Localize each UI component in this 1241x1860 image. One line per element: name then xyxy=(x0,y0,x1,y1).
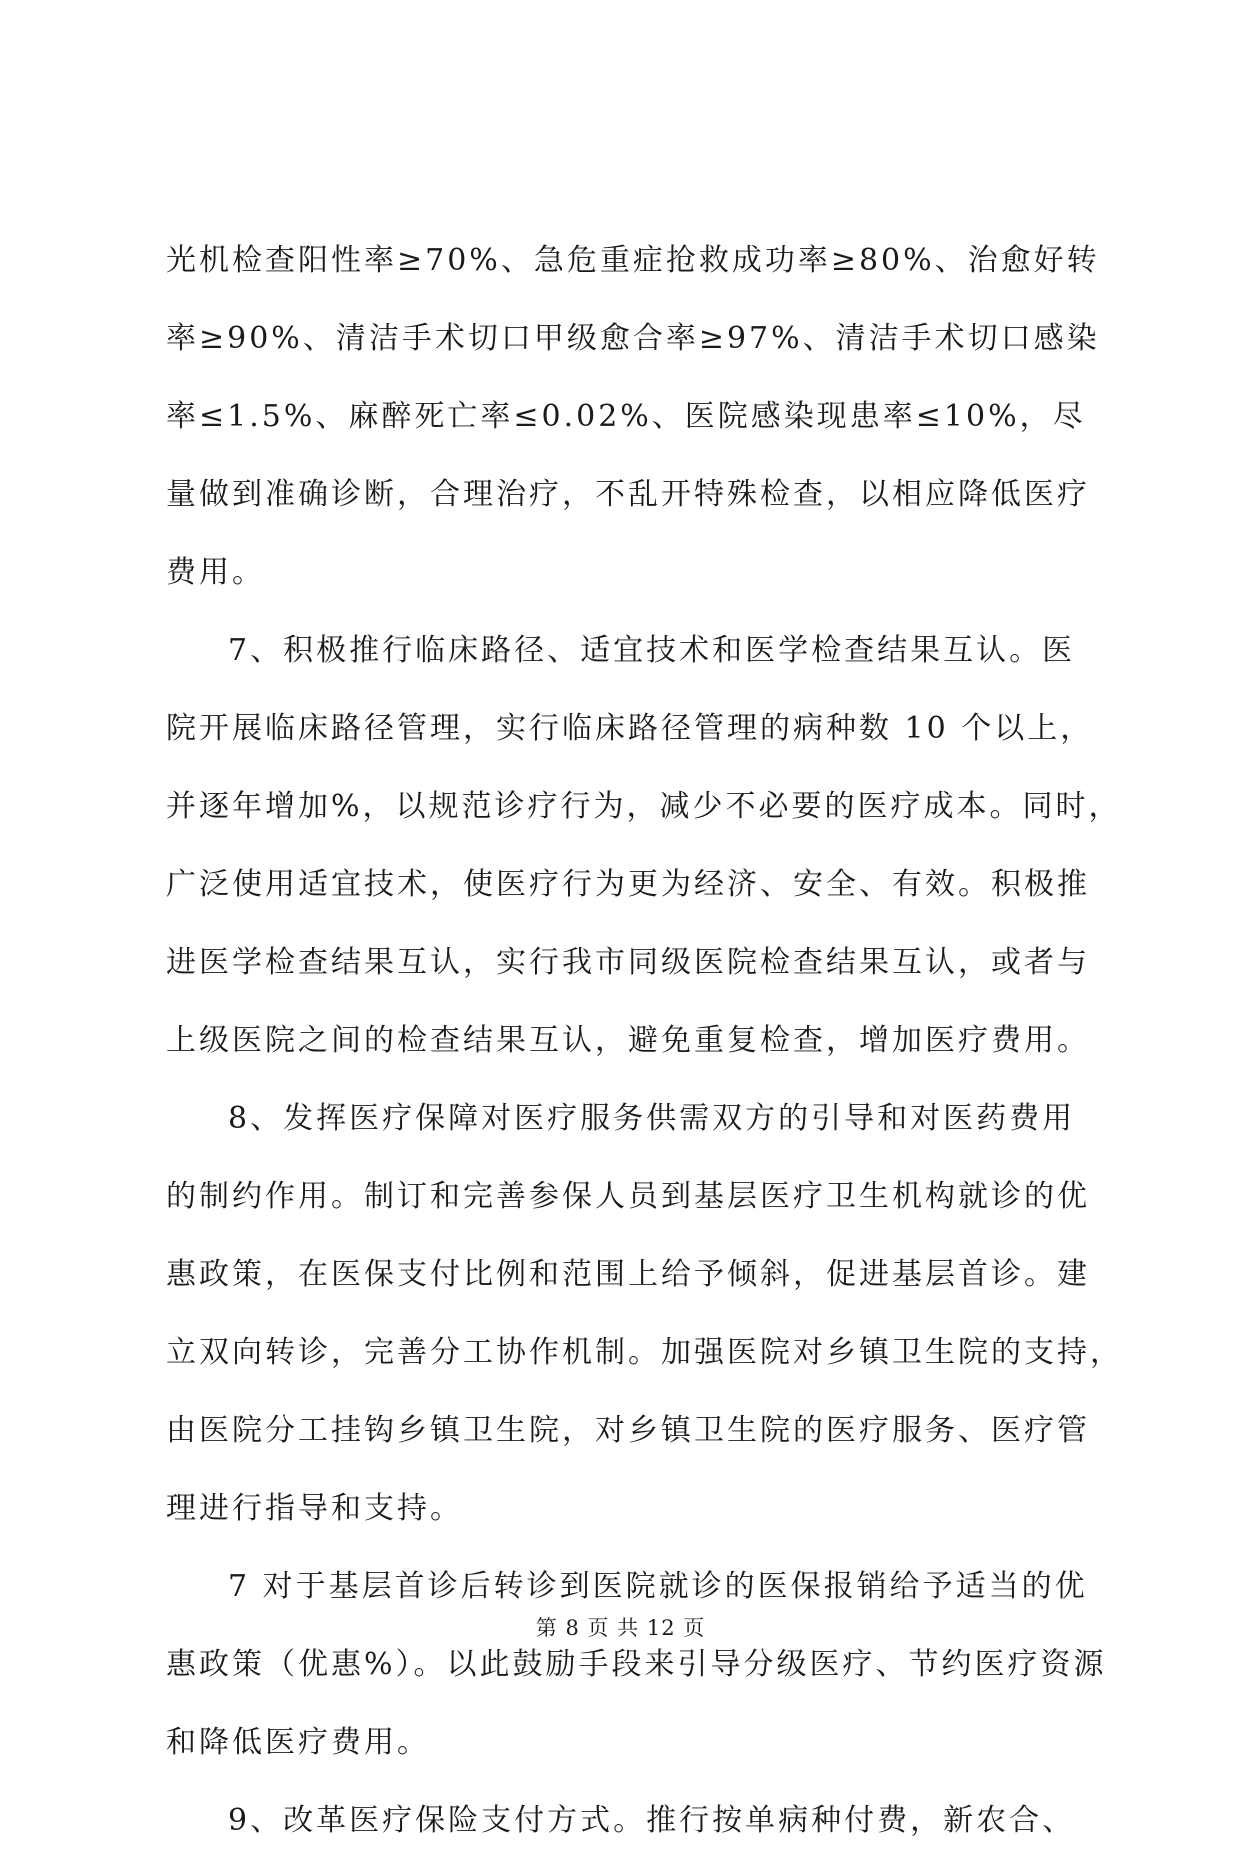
text-line: 由医院分工挂钩乡镇卫生院，对乡镇卫生院的医疗服务、医疗管 xyxy=(166,1413,1090,1448)
text-line: 广泛使用适宜技术，使医疗行为更为经济、安全、有效。积极推 xyxy=(166,867,1090,902)
text-line: 上级医院之间的检查结果互认，避免重复检查，增加医疗费用。 xyxy=(166,1023,1090,1058)
text-line: 量做到准确诊断，合理治疗，不乱开特殊检查，以相应降低医疗 xyxy=(166,477,1090,512)
text-line: 院开展临床路径管理，实行临床路径管理的病种数 10 个以上， xyxy=(166,711,1094,746)
paragraph-start-line: 7 对于基层首诊后转诊到医院就诊的医保报销给予适当的优 xyxy=(228,1569,1088,1604)
text-line: 费用。 xyxy=(166,555,265,590)
text-line: 惠政策（优惠%）。以此鼓励手段来引导分级医疗、节约医疗资源 xyxy=(166,1647,1107,1682)
text-line: 光机检查阳性率≥70%、急危重症抢救成功率≥80%、治愈好转 xyxy=(166,243,1100,278)
text-line: 的制约作用。制订和完善参保人员到基层医疗卫生机构就诊的优 xyxy=(166,1179,1090,1214)
text-line: 率≤1.5%、麻醉死亡率≤0.02%、医院感染现患率≤10%，尽 xyxy=(166,399,1086,434)
paragraph-start-line: 7、积极推行临床路径、适宜技术和医学检查结果互认。医 xyxy=(228,633,1076,668)
page-number-footer: 第 8 页 共 12 页 xyxy=(535,1616,706,1640)
paragraph-start-line: 8、发挥医疗保障对医疗服务供需双方的引导和对医药费用 xyxy=(228,1101,1076,1136)
text-line: 和降低医疗费用。 xyxy=(166,1725,430,1760)
paragraph-start-line: 9、改革医疗保险支付方式。推行按单病种付费，新农合、 xyxy=(228,1803,1076,1838)
text-line: 惠政策，在医保支付比例和范围上给予倾斜，促进基层首诊。建 xyxy=(166,1257,1090,1292)
text-line: 立双向转诊，完善分工协作机制。加强医院对乡镇卫生院的支持， xyxy=(166,1335,1123,1370)
text-line: 进医学检查结果互认，实行我市同级医院检查结果互认，或者与 xyxy=(166,945,1090,980)
text-line: 并逐年增加%，以规范诊疗行为，减少不必要的医疗成本。同时， xyxy=(166,789,1122,824)
text-line: 率≥90%、清洁手术切口甲级愈合率≥97%、清洁手术切口感染 xyxy=(166,321,1100,356)
text-line: 理进行指导和支持。 xyxy=(166,1491,463,1526)
